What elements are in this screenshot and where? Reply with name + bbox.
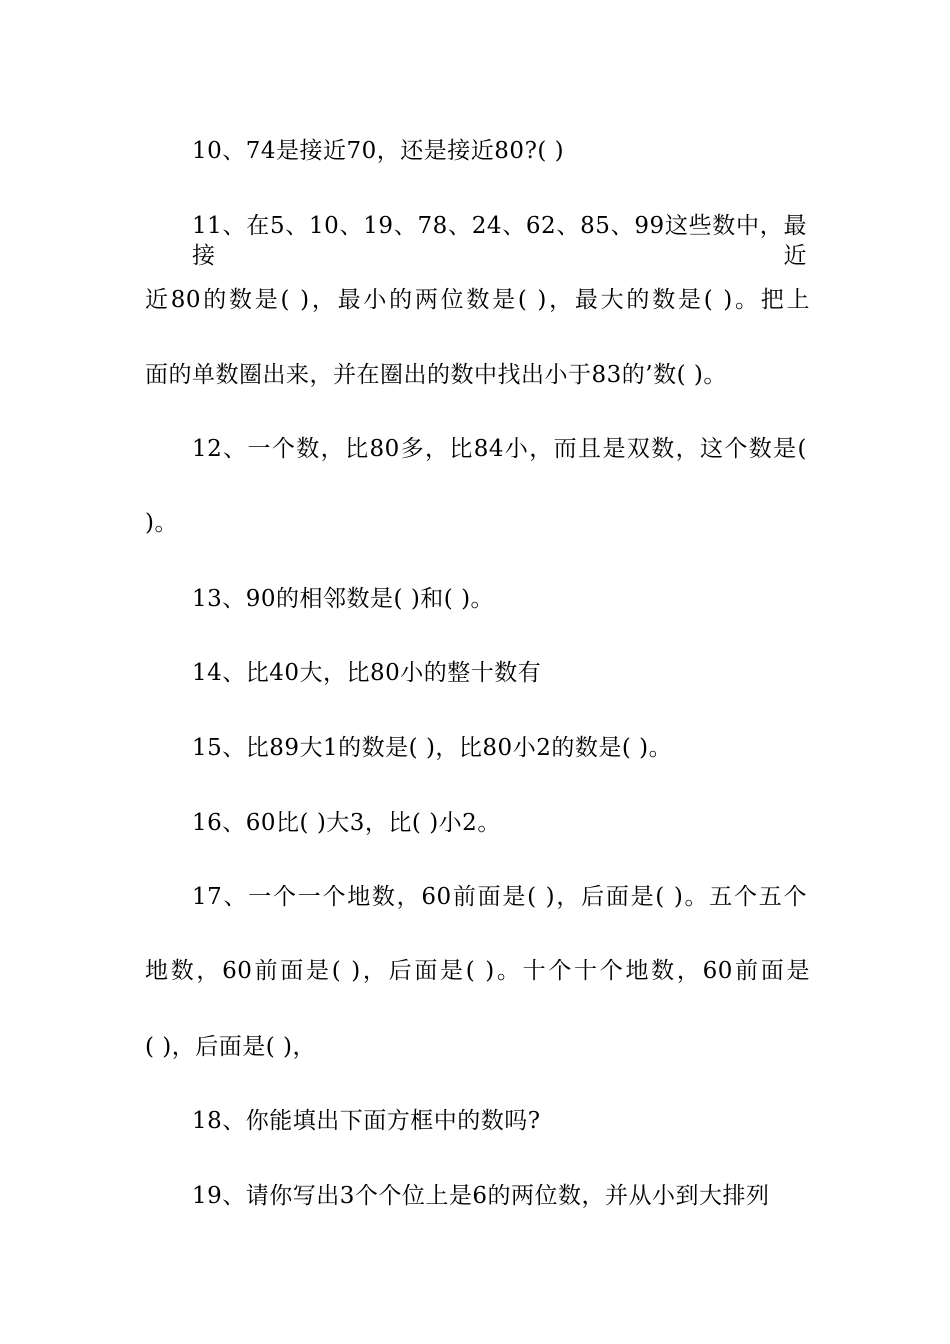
question-17-line-2: 地数，60前面是( )，后面是( )。十个十个地数，60前面是 [145, 958, 810, 984]
question-11-line-2: 近80的数是( )，最小的两位数是( )，最大的数是( )。把上 [145, 287, 810, 313]
question-14: 14、比40大，比80小的整十数有 [192, 660, 542, 686]
question-17-line-3: ( )，后面是( )， [145, 1034, 317, 1060]
question-15: 15、比89大1的数是( )，比80小2的数是( )。 [192, 735, 673, 761]
question-13: 13、90的相邻数是( )和( )。 [192, 586, 495, 612]
question-19: 19、请你写出3个个位上是6的两位数，并从小到大排列 [192, 1183, 770, 1209]
question-10: 10、74是接近70，还是接近80?( ) [192, 138, 565, 164]
question-11-line-3: 面的单数圈出来，并在圈出的数中找出小于83的’数( )。 [145, 362, 727, 388]
question-12-line-1: 12、一个数，比80多，比84小，而且是双数，这个数是( [192, 436, 807, 462]
question-12-line-2: )。 [145, 510, 178, 536]
question-16: 16、60比( )大3，比( )小2。 [192, 810, 501, 836]
question-18: 18、你能填出下面方框中的数吗? [192, 1108, 541, 1134]
question-17-line-1: 17、一个一个地数，60前面是( )，后面是( )。五个五个 [192, 884, 807, 910]
question-11-line-1: 11、在5、10、19、78、24、62、85、99这些数中，最接近 [192, 213, 807, 269]
